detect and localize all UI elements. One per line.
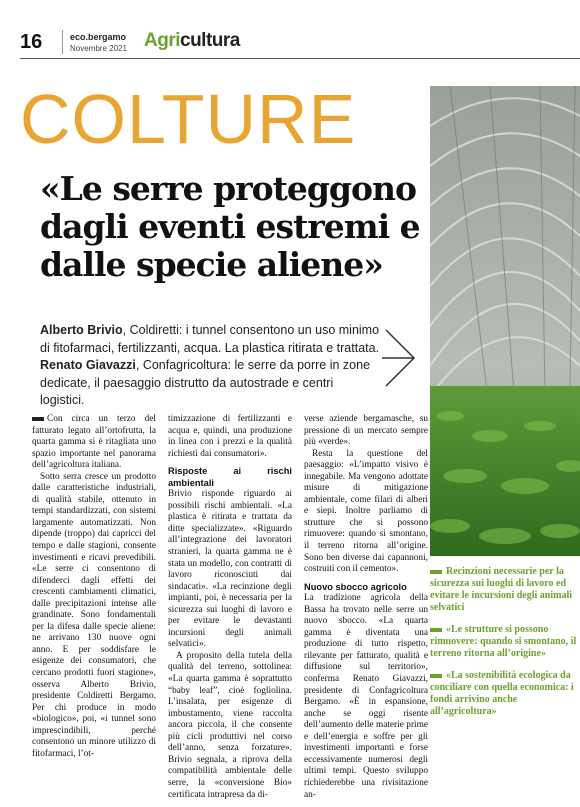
sub-name-2: Renato Giavazzi [40,358,136,372]
sub-name-1: Alberto Brivio [40,323,123,337]
page-number: 16 [20,31,43,53]
header-rule [20,58,580,59]
pullquote [430,566,580,614]
green-marker-icon [430,674,442,678]
sub-line-1 [40,323,379,355]
subheading: Risposte ai rischi ambientali [168,466,292,488]
sub-text-1: , Coldiretti: i tunnel consentono un uso minimo di fitofarmaci, fertilizzanti, acqua. La plastica ritirata e trattata. [40,323,380,355]
pullquote [430,624,580,660]
sidebar-pullquotes [430,566,580,728]
subheadline [40,322,380,410]
section-title-dark: cultura [180,30,240,51]
greenhouse-photo [430,86,580,556]
section-title [144,30,240,52]
kicker: COLTURE [20,80,357,158]
article-body [32,414,428,804]
sub-text-2: , Confagricoltura: le serre da porre in zone dedicate, il paesaggio distrutto da autostrade e centri logistici. [40,358,371,407]
paragraph: La tradizione agricola della Bassa ha trovato nelle serre un nuovo sbocco. «La quarta gamma è diventata una produzione di tutto rispetto, rilevante per fatturato, qualità e diffusione sul territorio», conferma Renato Giavazzi, presidente di Confagricoltura Bergamo. «È in espansione, anche se oggi risente dell’aumento delle materie prime e dell’energia e soffre per gli investimenti importanti e forse eccessivamente numerosi degli ultimi tempi. Questo sviluppo richiederebbe una rivisitazione an- [304,593,428,800]
sub-line-2 [40,358,370,407]
issue-date: Novembre 2021 [70,44,127,53]
paragraph-text: Con circa un terzo del fatturato legato all’ortofrutta, la quarta gamma si è ritagliata uno spazio importante nel panorama dell’agricoltura italiana. [32,414,156,471]
paragraph [32,414,156,472]
column-3 [304,414,428,801]
paragraph: verse aziende bergamasche, su pressione di un mercato sempre più «verde». [304,414,428,448]
pullquote-text: «La sostenibilità ecologica da conciliare con quella economica: i fondi arrivino anche all’agricoltura» [430,670,574,717]
page-header [0,0,580,60]
paragraph: timizzazione di fertilizzanti e acqua e, quindi, una produzione in linea con i prezzi e la qualità richiesti dai consumatori». [168,414,292,459]
pullquote-text: Recinzioni necessarie per la sicurezza sui luoghi di lavoro ed evitare le incursioni degli animali selvatici [430,566,573,613]
headline: «Le serre proteggono dagli eventi estremi e dalle specie aliene» [40,169,420,284]
lead-marker-icon [32,417,44,421]
section-title-green: Agri [144,30,180,51]
column-1 [32,414,156,760]
paragraph: Brivio risponde riguardo ai possibili rischi ambientali. «La plastica è ritirata e trattata da ditte specializzate». «Riguardo all’integrazione dei lavoratori stranieri, la quarta gamma ne è stata un modello, con contratti di lavoro riconosciuti dai sindacati». «La recinzione degli impianti, poi, è necessaria per la sicurezza sui luoghi di lavoro e per evitare le devastanti incursioni degli animali selvatici». [168,489,292,650]
arrow-right-icon [382,328,418,393]
column-2 [168,414,292,801]
paragraph: Sotto serra cresce un prodotto dalle caratteristiche industriali, di qualità stabile, ottenuto in tempi standardizzati, con sistemi largamente automatizzati. Non dipende (troppo) dai capricci del tempo e dalle stagioni, consente investimenti e ricavi prevedibili. «Le serre ci consentono di difenderci dagli effetti dei crescenti cambiamenti climatici, dalle precipitazioni intense alle grandinate. Sono fondamentali per la difesa dalle specie aliene: ne arrivano 130 nuove ogni anno. E per soddisfare le esigenze dei consumatori, che cercano prodotti fuori stagione», osserva Alberto Brivio, presidente Coldiretti Bergamo. Per chi produce in modo «biologico», poi, «i tunnel sono imprescindibili, perché consentono un minore utilizzo di fitofarmaci, l’ot- [32,471,156,759]
green-marker-icon [430,570,442,574]
header-divider [62,30,63,54]
pullquote-text: «Le strutture si possono rimuovere: quando si smontano, il terreno ritorna all’origine» [430,624,577,659]
publication-brand: eco.bergamo [70,32,127,42]
paragraph: A proposito della tutela della qualità del terreno, sottolinea: «La quarta gamma è soprattutto “baby leaf”, cioè fogliolina. L’insalata, per esigenze di imbustamento, viene raccolta ancora piccola, il che consente più cicli produttivi nel corso dell’anno, senza forzature». Brivio segnala, a riprova della compatibilità ambientale delle serre, la «conversione Bio» certificata intrapresa da di- [168,650,292,800]
pullquote [430,670,580,718]
subheading: Nuovo sbocco agricolo [304,581,407,592]
paragraph: Resta la questione del paesaggio: «L’impatto visivo è innegabile. Ma vengono adottate misure di mitigazione ambientale, come filari di alberi e siepi. Inoltre parliamo di strutture che si possono rimuovere: quando si smontano, il terreno ritorna all’origine. Sono ben diverse dai capannoni, costruiti con il cemento». [304,448,428,575]
green-marker-icon [430,628,442,632]
